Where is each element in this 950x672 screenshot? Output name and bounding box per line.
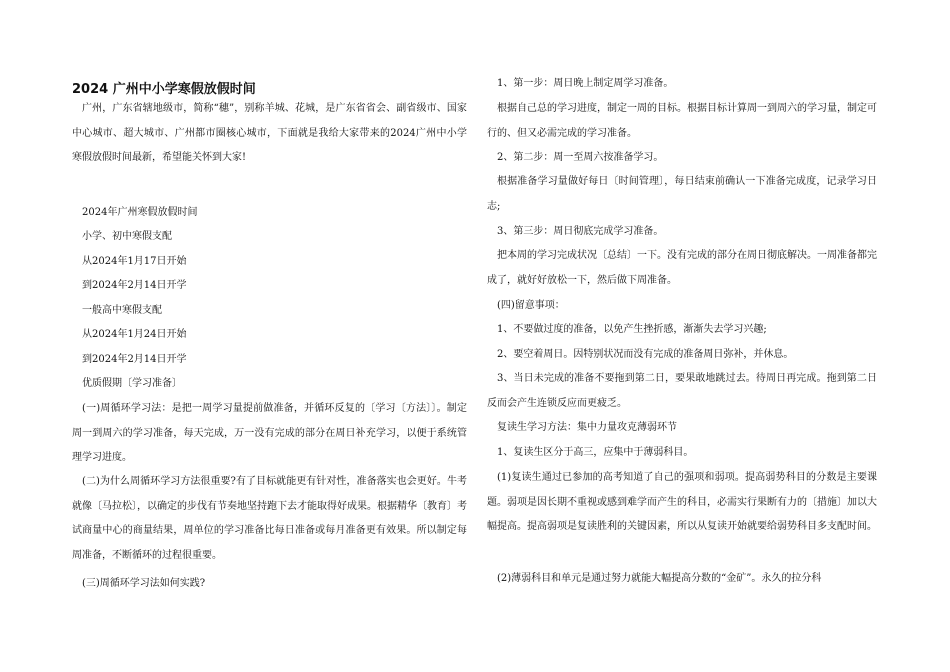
repeat-student-point-1: 1、复读生区分于高三，应集中于薄弱科目。 xyxy=(497,447,694,458)
repeat-student-detail-1: (1)复读生通过已参加的高考知道了自己的强项和弱项。提高弱势科目的分数是主要课题。弱项是因长期不重视或感到难学而产生的科目，必需实行果断有力的〔措施〕加以大幅提高。提高弱项是复读胜利的关键因素，所以从复读开始就要给弱势科目多支配时间。 xyxy=(487,472,877,532)
repeat-student-detail-2: (2)薄弱科目和单元是通过努力就能大幅提高分数的“金矿”。永久的拉分科 xyxy=(497,573,822,584)
document-title: 2024 广州中小学寒假放假时间 xyxy=(72,82,256,97)
high-school-heading: 一般高中寒假支配 xyxy=(82,305,162,316)
step-3: 3、第三步：周日彻底完成学习准备。 xyxy=(497,226,664,237)
paragraph-2: (二)为什么周循环学习方法很重要?有了目标就能更有针对性，准备落实也会更好。牛考就像〔马拉松〕，以确定的步伐有节奏地坚持跑下去才能取得好成果。根据精华〔教育〕考试商量中心的商量结果，周单位的学习准备比每日准备或每月准备更有效果。所以制定每周准备，不断循环的过程很重要。 xyxy=(72,476,467,561)
primary-middle-heading: 小学、初中寒假支配 xyxy=(82,231,172,242)
high-start-date: 从2024年1月24日开始 xyxy=(82,329,187,340)
step-2-detail: 根据准备学习量做好每日〔时间管理〕，每日结束前确认一下准备完成度，记录学习日志; xyxy=(487,176,877,212)
note-2: 2、要空着周日。因特别状况而没有完成的准备周日弥补，并休息。 xyxy=(497,349,794,360)
primary-end-date: 到2024年2月14日开学 xyxy=(82,280,187,291)
step-1-detail: 根据自己总的学习进度，制定一周的目标。根据目标计算周一到周六的学习量，制定可行的、但又必需完成的学习准备。 xyxy=(487,103,877,139)
schedule-heading: 2024年广州寒假放假时间 xyxy=(82,207,198,218)
paragraph-3: (三)周循环学习法如何实践? xyxy=(82,578,206,589)
repeat-student-heading: 复读生学习方法：集中力量攻克薄弱环节 xyxy=(497,422,677,433)
note-3: 3、当日未完成的准备不要拖到第二日，要果敢地跳过去。待周日再完成。拖到第二日反而会产生连锁反应而更疲乏。 xyxy=(487,373,877,409)
primary-start-date: 从2024年1月17日开始 xyxy=(82,256,187,267)
note-1: 1、不要做过度的准备，以免产生挫折感，渐渐失去学习兴趣; xyxy=(497,324,767,335)
step-1: 1、第一步：周日晚上制定周学习准备。 xyxy=(497,78,674,89)
step-3-detail: 把本周的学习完成状况〔总结〕一下。没有完成的部分在周日彻底解决。一周准备都完成了，就好好放松一下，然后做下周准备。 xyxy=(487,250,877,286)
step-2: 2、第二步：周一至周六按准备学习。 xyxy=(497,152,664,163)
study-plan-heading: 优质假期〔学习准备〕 xyxy=(82,378,182,389)
notes-heading: (四)留意事项： xyxy=(497,300,565,311)
intro-paragraph: 广州，广东省辖地级市，简称“穗”，别称羊城、花城，是广东省省会、副省级市、国家中心城市、超大城市、广州都市圈核心城市，下面就是我给大家带来的2024广州中小学寒假放假时间最新，希望能关怀到大家! xyxy=(72,103,467,163)
paragraph-1: (一)周循环学习法：是把一周学习量提前做准备，并循环反复的〔学习〔方法〕〕。制定周一到周六的学习准备，每天完成，万一没有完成的部分在周日补充学习，以便于系统管理学习进度。 xyxy=(72,403,467,463)
high-end-date: 到2024年2月14日开学 xyxy=(82,354,187,365)
